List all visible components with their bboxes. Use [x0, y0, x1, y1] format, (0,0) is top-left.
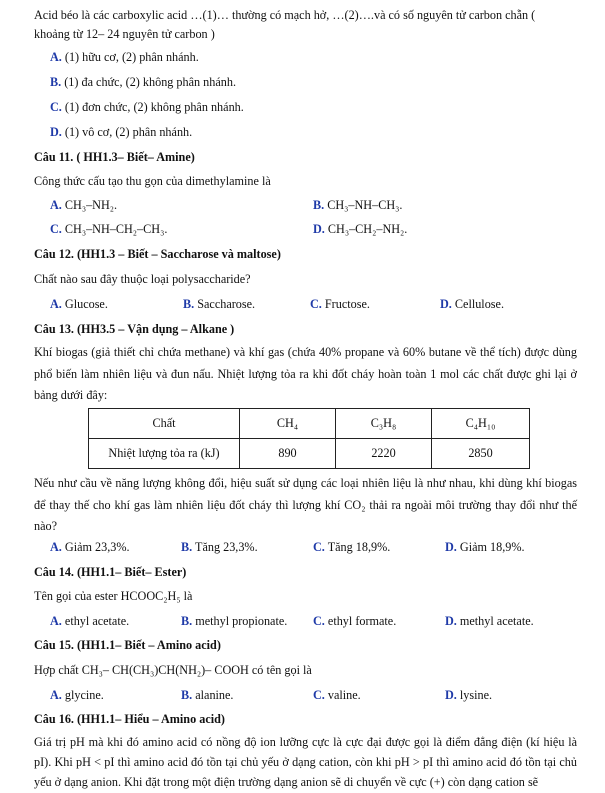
question-15-stem: Hợp chất CH₃– CH(CH₃)CH(NH₂)– COOH có tên gọi là — [34, 663, 312, 677]
option-letter: D. — [445, 540, 457, 554]
table-cell: 890 — [240, 439, 336, 469]
table-cell: Nhiệt lượng tỏa ra (kJ) — [89, 439, 240, 469]
q13-option-d[interactable] — [445, 540, 525, 555]
table-cell: 2220 — [336, 439, 432, 469]
intro-option-d[interactable] — [50, 125, 192, 140]
option-text: lysine. — [459, 688, 493, 702]
option-text: glycine. — [64, 688, 104, 702]
intro-option-b[interactable] — [50, 75, 236, 90]
option-letter: B. — [50, 75, 62, 89]
option-text: Saccharose. — [197, 297, 256, 311]
option-letter: D. — [445, 688, 457, 702]
option-letter: A. — [50, 297, 62, 311]
option-text: methyl propionate. — [195, 614, 288, 628]
q14-option-a[interactable] — [50, 614, 129, 629]
question-11-stem: Công thức cấu tạo thu gọn của dimethylamine là — [34, 174, 271, 188]
question-13-title: Câu 13. (HH3.5 – Vận dụng – Alkane ) — [34, 322, 235, 336]
question-12-title: Câu 12. (HH1.3 – Biết – Saccharose và maltose) — [34, 247, 281, 261]
q15-option-b[interactable] — [181, 688, 233, 703]
q15-option-a[interactable] — [50, 688, 104, 703]
option-text: ethyl acetate. — [64, 614, 130, 628]
table-header-cell: Chất — [89, 409, 240, 439]
question-13-paragraph-2: Nếu như cầu về năng lượng không đổi, hiệu suất sử dụng các loại nhiên liệu là như nhau, khi dùng khí biogas để thay thế cho khí gas làm nhiên liệu đốt cháy thì lượng khí CO₂ thải ra ngoài môi trường thay đổi như thế nào? — [34, 476, 577, 533]
question-14-title: Câu 14. (HH1.1– Biết– Ester) — [34, 565, 187, 579]
table-cell: 2850 — [432, 439, 530, 469]
option-letter: D. — [50, 125, 62, 139]
option-text: ethyl formate. — [327, 614, 397, 628]
q13-option-a[interactable] — [50, 540, 130, 555]
q11-option-a[interactable] — [50, 198, 117, 213]
option-letter: D. — [445, 614, 457, 628]
option-text: CH₃–NH–CH₂–CH₃. — [64, 222, 168, 236]
q15-option-d[interactable] — [445, 688, 492, 703]
option-text: (1) vô cơ, (2) phân nhánh. — [64, 125, 193, 139]
option-letter: B. — [181, 614, 193, 628]
option-letter: A. — [50, 50, 62, 64]
option-text: (1) đa chức, (2) không phân nhánh. — [64, 75, 236, 89]
option-text: Tăng 18,9%. — [327, 540, 391, 554]
heat-table — [88, 408, 530, 469]
option-letter: D. — [313, 222, 325, 236]
option-letter: B. — [183, 297, 195, 311]
option-letter: A. — [50, 540, 62, 554]
option-text: methyl acetate. — [459, 614, 534, 628]
option-letter: B. — [313, 198, 325, 212]
option-letter: A. — [50, 614, 62, 628]
option-letter: D. — [440, 297, 452, 311]
question-15-title: Câu 15. (HH1.1– Biết – Amino acid) — [34, 638, 221, 652]
option-text: (1) hữu cơ, (2) phân nhánh. — [64, 50, 199, 64]
q11-option-c[interactable] — [50, 222, 167, 237]
option-text: Giảm 23,3%. — [64, 540, 130, 554]
table-header-cell: C₃H₈ — [336, 409, 432, 439]
option-text: CH₃–NH₂. — [64, 198, 118, 212]
q11-option-d[interactable] — [313, 222, 407, 237]
option-letter: A. — [50, 198, 62, 212]
intro-option-a[interactable] — [50, 50, 199, 65]
option-text: Tăng 23,3%. — [195, 540, 258, 554]
intro-stem-line-1: Acid béo là các carboxylic acid …(1)… thường có mạch hở, …(2)….và có số nguyên tử carbon chẵn ( — [34, 8, 536, 22]
option-text: CH₃–NH–CH₃. — [327, 198, 403, 212]
option-letter: C. — [50, 100, 62, 114]
q12-option-a[interactable] — [50, 297, 108, 312]
question-16-title: Câu 16. (HH1.1– Hiểu – Amino acid) — [34, 712, 225, 726]
table-header-cell: CH₄ — [240, 409, 336, 439]
option-text: Fructose. — [324, 297, 370, 311]
option-text: valine. — [327, 688, 361, 702]
question-14-stem: Tên gọi của ester HCOOC₂H₅ là — [34, 589, 193, 603]
q14-option-c[interactable] — [313, 614, 396, 629]
option-letter: C. — [50, 222, 62, 236]
question-12-stem: Chất nào sau đây thuộc loại polysaccharide? — [34, 272, 251, 286]
intro-option-c[interactable] — [50, 100, 244, 115]
q15-option-c[interactable] — [313, 688, 361, 703]
option-text: Giảm 18,9%. — [459, 540, 525, 554]
option-letter: C. — [313, 688, 325, 702]
q12-option-c[interactable] — [310, 297, 370, 312]
option-text: Cellulose. — [454, 297, 504, 311]
table-header-row — [89, 409, 530, 439]
option-letter: C. — [313, 614, 325, 628]
option-letter: C. — [313, 540, 325, 554]
table-row — [89, 439, 530, 469]
option-text: alanine. — [195, 688, 234, 702]
option-letter: B. — [181, 540, 193, 554]
q13-option-b[interactable] — [181, 540, 258, 555]
question-11-title: Câu 11. ( HH1.3– Biết– Amine) — [34, 150, 195, 164]
q12-option-b[interactable] — [183, 297, 255, 312]
option-letter: B. — [181, 688, 193, 702]
q12-option-d[interactable] — [440, 297, 504, 312]
question-16-paragraph: Giá trị pH mà khi đó amino acid có nồng độ ion lưỡng cực là cực đại được gọi là điểm đẳng điện (kí hiệu là pI). Khi pH < pI thì amino acid đó tồn tại chủ yếu ở dạng cation, còn khi pH > pI thì amino acid đó tồn tại chủ yếu ở dạng anion. Khi đặt trong một điện trường dạng anion sẽ di chuyển về cực (+) còn dạng cation sẽ — [34, 735, 577, 789]
intro-stem-line-2: khoảng từ 12– 24 nguyên tử carbon ) — [34, 27, 215, 41]
q13-option-c[interactable] — [313, 540, 390, 555]
option-letter: A. — [50, 688, 62, 702]
option-letter: C. — [310, 297, 322, 311]
option-text: (1) đơn chức, (2) không phân nhánh. — [64, 100, 244, 114]
q11-option-b[interactable] — [313, 198, 402, 213]
q14-option-d[interactable] — [445, 614, 534, 629]
table-header-cell: C₄H₁₀ — [432, 409, 530, 439]
option-text: Glucose. — [64, 297, 108, 311]
question-13-paragraph-1: Khí biogas (giả thiết chỉ chứa methane) và khí gas (chứa 40% propane và 60% butane về thể tích) được dùng phổ biến làm nhiên liệu và đun nấu. Nhiệt lượng tỏa ra khi đốt cháy hoàn toàn 1 mol các chất được ghi lại ở bảng dưới đây: — [34, 345, 577, 402]
q14-option-b[interactable] — [181, 614, 287, 629]
option-text: CH₃–CH₂–NH₂. — [327, 222, 408, 236]
